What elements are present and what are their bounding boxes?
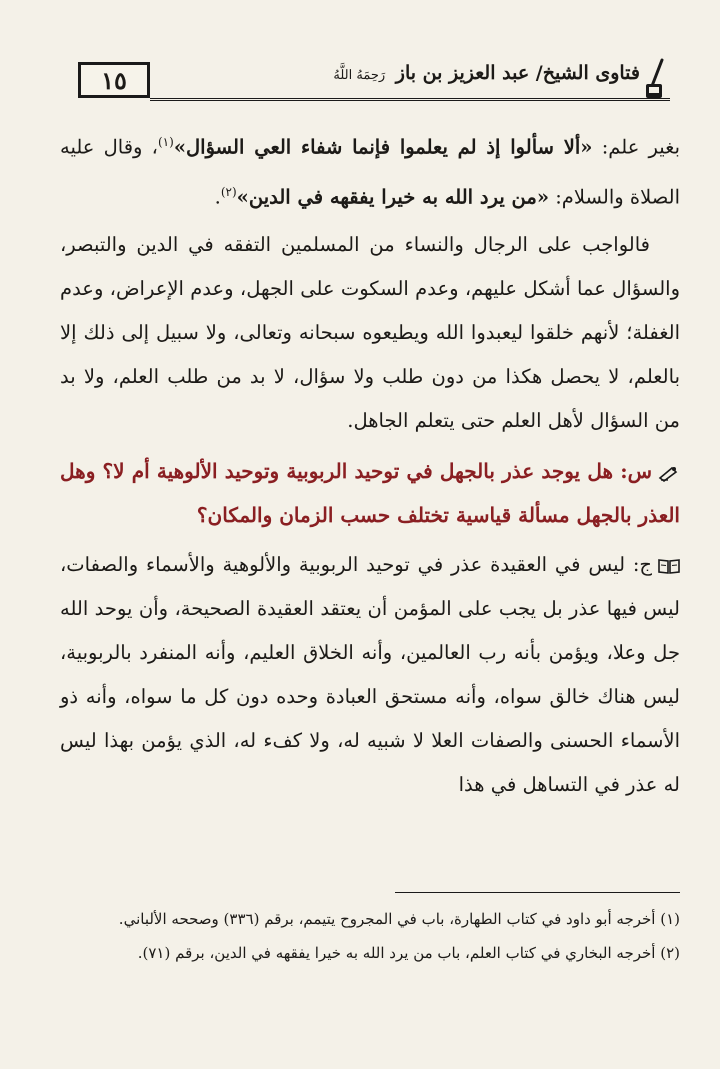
p1-end: . <box>214 185 221 208</box>
pen-icon <box>642 56 670 102</box>
writing-hand-icon <box>658 464 680 482</box>
footnote-separator <box>395 892 680 893</box>
footnote-1: (١) أخرجه أبو داود في كتاب الطهارة، باب في المجروح يتيمم، برقم (٣٣٦) وصححه الألباني. <box>118 910 680 928</box>
open-book-icon <box>658 557 680 575</box>
question-text: س: هل يوجد عذر بالجهل في توحيد الربوبية وتوحيد الألوهية أم لا؟ وهل العذر بالجهل مسألة قياسية تختلف حسب الزمان والمكان؟ <box>60 459 680 527</box>
footnote-ref-1: (١) <box>157 135 174 149</box>
answer-text: ج: ليس في العقيدة عذر في توحيد الربوبية والألوهية والأسماء والصفات، ليس فيها عذر بل يجب على المؤمن أن يعتقد العقيدة الصحيحة، وأن يوحد الله جل وعلا، ويؤمن بأنه رب العالمين، وأنه الخلاق العليم، وأنه المنفرد بالربوبية، ليس هناك خالق سواه، وأنه مستحق العبادة وحده دون كل ما سواه، وأنه ذو الأسماء الحسنى والصفات العلا لا شبيه له، ولا كفء له، الذي يؤمن بهذا ليس له عذر في التساهل في هذا <box>60 553 680 796</box>
footnote-2: (٢) أخرجه البخاري في كتاب العلم، باب من يرد الله به خيرا يفقهه في الدين، برقم (٧١). <box>137 944 680 962</box>
answer-block <box>60 543 680 807</box>
paragraph-2: فالواجب على الرجال والنساء من المسلمين التفقه في الدين والتبصر، والسؤال عما أشكل عليهم، وعدم السكوت على الجهل، وعدم الإعراض، وعدم الغفلة؛ لأنهم خلقوا ليعبدوا الله ويطيعوه سبحانه وتعالى، ولا سبيل إلى ذلك إلا بالعلم، لا يحصل هكذا من دون طلب ولا سؤال، لا بد من طلب العلم، ولا بد من السؤال لأهل العلم حتى يتعلم الجاهل. <box>60 233 680 432</box>
header-rule <box>150 98 670 101</box>
book-title <box>333 62 640 84</box>
footnote-ref-2: (٢) <box>220 184 237 199</box>
question-block <box>60 449 680 537</box>
footnotes <box>60 902 680 970</box>
hadith-quote-1: «ألا سألوا إذ لم يعلموا فإنما شفاء العي السؤال» <box>173 135 593 159</box>
book-title-text: فتاوى الشيخ/ عبد العزيز بن باز <box>395 62 640 84</box>
page-header <box>78 56 670 106</box>
paragraph-1 <box>60 120 680 219</box>
p1-lead: بغير علم: <box>592 135 681 159</box>
p1-mid: ، وقال عليه الصلاة والسلام: <box>60 135 680 208</box>
main-text <box>60 120 680 807</box>
page-number: ١٥ <box>78 62 150 98</box>
hadith-quote-2: «من يرد الله به خيرا يفقهه في الدين» <box>236 185 550 208</box>
honorific-text: رَحِمَهُ اللَّهُ <box>333 68 386 83</box>
